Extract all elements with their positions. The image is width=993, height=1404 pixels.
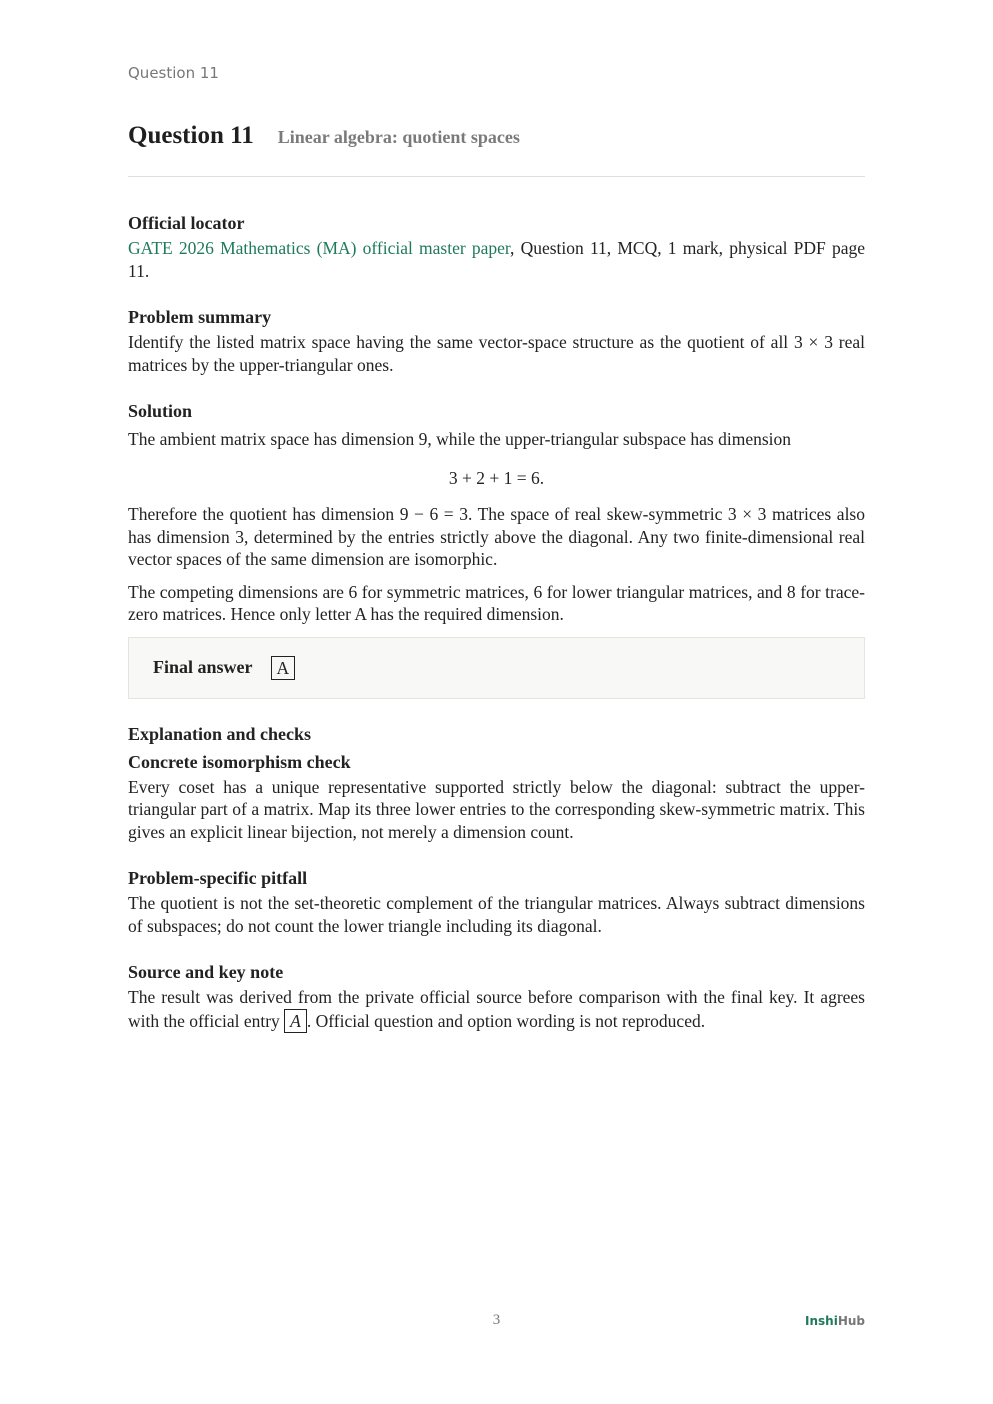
problem-summary-text: Identify the listed matrix space having the same vector-space structure as the quotient of all 3 × 3 real matrices by the upper-triangular ones. <box>128 332 865 375</box>
final-answer-label: Final answer <box>153 657 253 678</box>
question-title <box>128 122 865 150</box>
title-divider <box>128 176 865 177</box>
official-key-entry: A <box>284 1009 307 1033</box>
source-note-heading: Source and key note <box>128 962 284 982</box>
brand-logo-part1: Inshi <box>805 1314 838 1328</box>
solution-heading: Solution <box>128 401 193 421</box>
solution-display-equation: 3 + 2 + 1 = 6. <box>448 467 545 488</box>
solution-paragraph-1: The ambient matrix space has dimension 9, while the upper-triangular subspace has dimension <box>128 429 792 449</box>
official-locator-details: , Question 11, MCQ, 1 mark, physical PDF page 11. <box>128 238 865 281</box>
final-answer-box <box>128 637 865 699</box>
brand-logo-part2: Hub <box>837 1314 865 1328</box>
explanation-heading: Explanation and checks <box>128 723 312 744</box>
isomorphism-check-text: Every coset has a unique representative supported strictly below the diagonal: subtract the upper-triangular part of a matrix. Map its three lower entries to the corresponding skew-symmetric matrix. This gives an explicit linear bijection, not merely a dimension count. <box>128 776 865 842</box>
pitfall-text: The quotient is not the set-theoretic complement of the triangular matrices. Always subtract dimensions of subspaces; do not count the lower triangle including its diagonal. <box>128 893 865 936</box>
isomorphism-check-heading: Concrete isomorphism check <box>128 751 351 772</box>
official-locator-heading: Official locator <box>128 213 245 233</box>
question-topic: Linear algebra: quotient spaces <box>277 127 520 147</box>
page-number: 3 <box>492 1312 501 1328</box>
question-number: Question 11 <box>128 122 254 149</box>
official-locator-text <box>128 237 865 282</box>
source-note-text <box>128 986 865 1033</box>
brand-logo <box>805 1314 865 1328</box>
solution-paragraph-3: The competing dimensions are 6 for symmetric matrices, 6 for lower triangular matrices, and 8 for trace-zero matrices. Hence only letter A has the required dimension. <box>128 581 865 624</box>
document-body <box>128 212 865 1033</box>
solution-paragraph-2: Therefore the quotient has dimension 9 − 6 = 3. The space of real skew-symmetric 3 × 3 matrices also has dimension 3, determined by the entries strictly above the diagonal. Any two finite-dimensional real vector spaces of the same dimension are isomorphic. <box>128 504 865 569</box>
final-answer-value: A <box>271 656 296 680</box>
source-note-after: . Official question and option wording is not reproduced. <box>306 1010 706 1031</box>
source-note-before: The result was derived from the private official source before comparison with the final key. It agrees with the official entry <box>128 987 865 1031</box>
official-paper-link[interactable]: GATE 2026 Mathematics (MA) official master paper <box>128 238 511 258</box>
problem-summary-heading: Problem summary <box>128 307 272 327</box>
running-head: Question 11 <box>128 64 219 82</box>
pitfall-heading: Problem-specific pitfall <box>128 868 308 888</box>
